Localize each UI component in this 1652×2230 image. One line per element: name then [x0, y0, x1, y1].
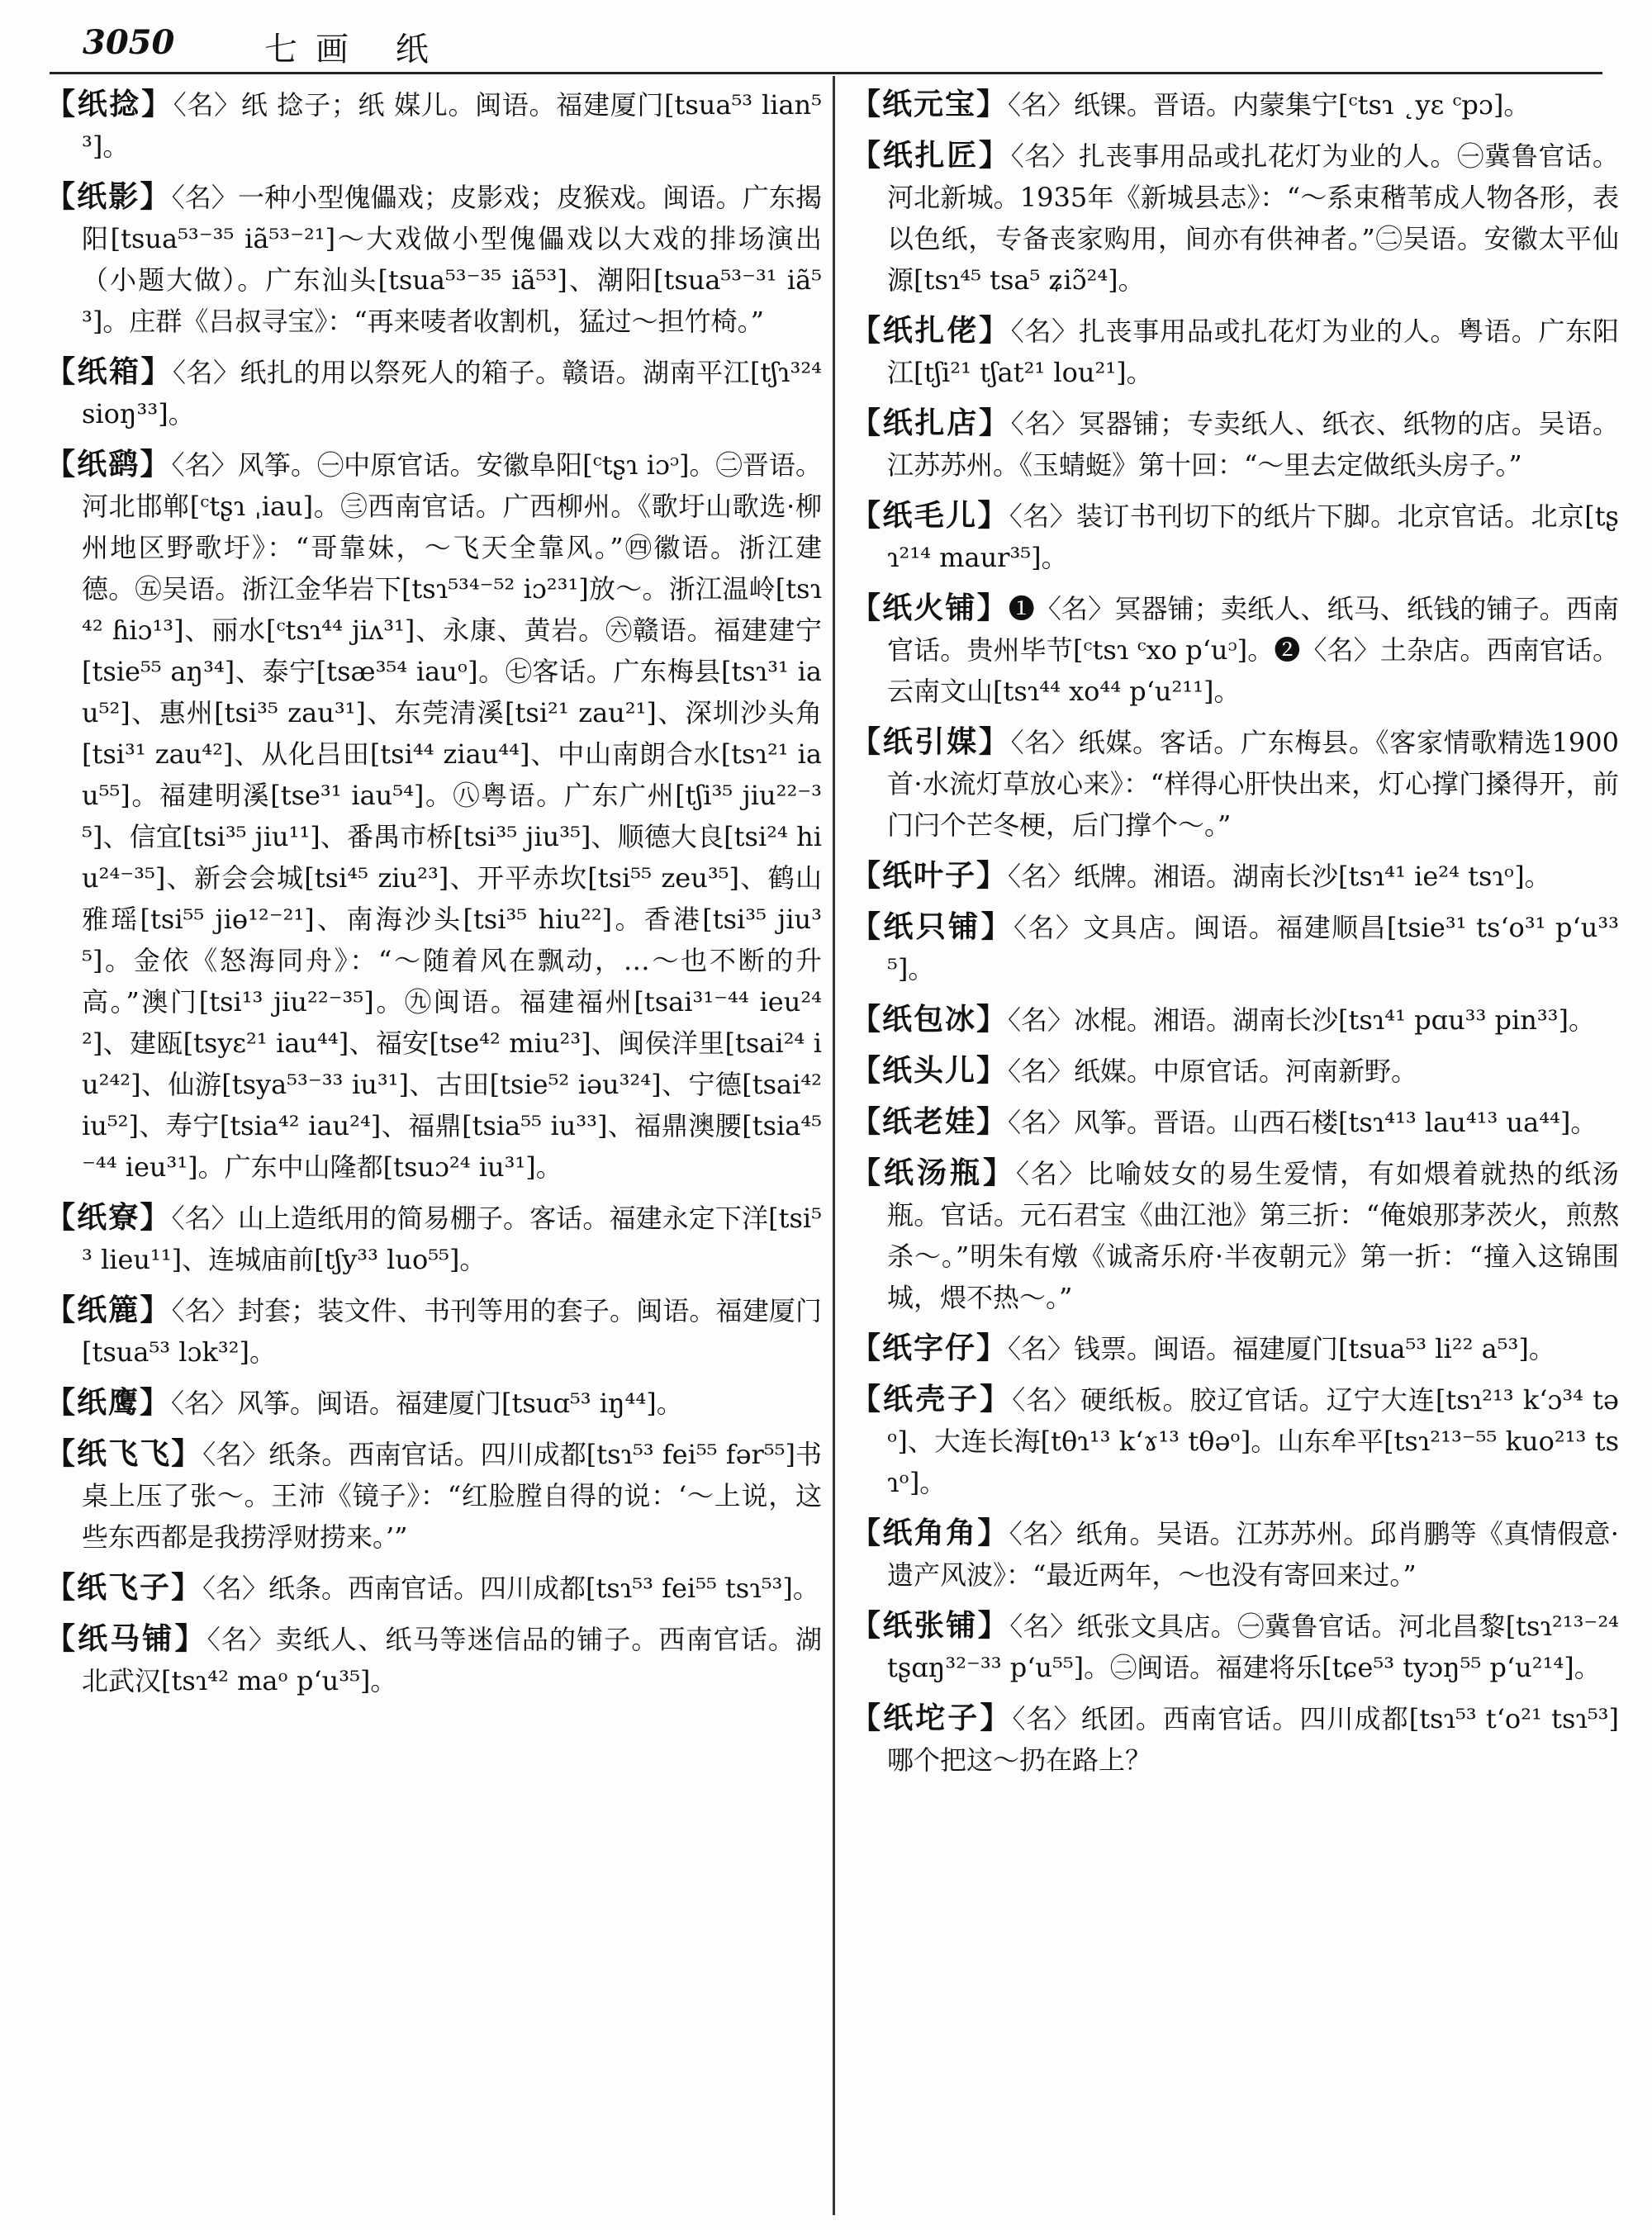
entry-definition: 〈名〉装订书刊切下的纸片下脚。北京官话。北京[tʂɿ²¹⁴ maur³⁵]。 [887, 501, 1619, 573]
dictionary-entry [851, 1513, 1619, 1596]
entry-definition: 〈名〉扎丧事用品或扎花灯为业的人。㊀冀鲁官话。河北新城。1935年《新城县志》：“～系束稭苇成人物各形，表以色纸，专备丧家购用，间亦有供神者。”㊁吴语。安徽太平仙源[tsɿ⁴⁵ tsa⁵ ʑiɔ̃²⁴]。 [887, 140, 1619, 296]
dictionary-entry [45, 1198, 822, 1280]
dictionary-entry [45, 352, 822, 434]
entry-definition: 〈名〉纸条。西南官话。四川成都[tsɿ⁵³ fei⁵⁵ tsɿ⁵³]。 [202, 1573, 819, 1604]
entry-headword: 【纸张铺】 [851, 1609, 1010, 1643]
dictionary-entry [851, 588, 1619, 712]
entry-headword: 【纸箱】 [45, 355, 173, 389]
entry-headword: 【纸飞飞】 [45, 1437, 203, 1471]
page-title: 七画 纸 [264, 31, 447, 69]
entry-headword: 【纸扎匠】 [851, 139, 1011, 173]
dictionary-entry [45, 177, 822, 342]
dictionary-entry [851, 496, 1619, 578]
dictionary-entry [851, 1328, 1619, 1369]
entry-definition: 〈名〉卖纸人、纸马等迷信品的铺子。西南官话。湖北武汉[tsɿ⁴² maᵒ pʻu³⁵]。 [82, 1624, 822, 1696]
entry-definition: 〈名〉纸锞。晋语。内蒙集宁[ᶜtsɿ ˛yɛ ᶜpɔ]。 [1008, 89, 1531, 121]
entry-definition: 〈名〉风筝。闽语。福建厦门[tsuɑ⁵³ iŋ⁴⁴]。 [171, 1388, 683, 1419]
dictionary-entry [851, 722, 1619, 846]
dictionary-entry [851, 856, 1619, 897]
entry-headword: 【纸扎店】 [851, 406, 1011, 440]
entry-headword: 【纸扎佬】 [851, 314, 1011, 348]
entry-definition: 〈名〉扎丧事用品或扎花灯为业的人。粤语。广东阳江[tʃi²¹ tʃat²¹ lou²¹]。 [887, 316, 1619, 388]
entry-definition: 〈名〉文具店。闽语。福建顺昌[tsie³¹ tsʻo³¹ pʻu³³⁵]。 [887, 912, 1619, 985]
entry-definition: 〈名〉冰棍。湘语。湖南长沙[tsɿ⁴¹ pɑu³³ pin³³]。 [1008, 1004, 1595, 1036]
entry-headword: 【纸只铺】 [851, 910, 1014, 944]
dictionary-entry [45, 1383, 822, 1424]
entry-headword: 【纸引媒】 [851, 725, 1011, 759]
dictionary-entry [45, 1434, 822, 1558]
entry-definition: 〈名〉风筝。㊀中原官话。安徽阜阳[ᶜtʂɿ iɔᵓ]。㊁晋语。河北邯郸[ᶜtʂɿ ˌiau]。㊂西南官话。广西柳州。《歌圩山歌选·柳州地区野歌圩》：“哥靠妹，～飞天全靠风。”㊃徽语。浙江建德。㊄吴语。浙江金华岩下[tsɿ⁵³⁴⁻⁵² iɔ²³¹]放～。浙江温岭[tsɿ⁴² ɦiɔ¹³]、丽水[ᶜtsɿ⁴⁴ jiʌ³¹]、永康、黄岩。㊅赣语。福建建宁[tsie⁵⁵ aŋ³⁴]、泰宁[tsæ³⁵⁴ iauᵒ]。㊆客话。广东梅县[tsɿ³¹ iau⁵²]、惠州[tsi³⁵ zau³¹]、东莞清溪[tsi²¹ zau²¹]、深圳沙头角[tsi³¹ zau⁴²]、从化吕田[tsi⁴⁴ ziau⁴⁴]、中山南朗合水[tsɿ²¹ iau⁵⁵]。福建明溪[tse³¹ iau⁵⁴]。㊇粤语。广东广州[tʃi³⁵ jiu²²⁻³⁵]、信宜[tsi³⁵ jiu¹¹]、番禺市桥[tsi³⁵ jiu³⁵]、顺德大良[tsi²⁴ hiu²⁴⁻³⁵]、新会会城[tsi⁴⁵ ziu²³]、开平赤坎[tsi⁵⁵ zeu³⁵]、鹤山雅瑶[tsi⁵⁵ jiɵ¹²⁻²¹]、南海沙头[tsi³⁵ hiu²²]。香港[tsi³⁵ jiu³⁵]。金依《怒海同舟》：“～随着风在飘动，…～也不断的升高。”澳门[tsi¹³ jiu²²⁻³⁵]。㊈闽语。福建福州[tsai³¹⁻⁴⁴ ieu²⁴²]、建瓯[tsyɛ²¹ iau⁴⁴]、福安[tse⁴² miu²³]、闽侯洋里[tsai²⁴ iu²⁴²]、仙游[tsya⁵³⁻³³ iu³¹]、古田[tsie⁵² iəu³²⁴]、宁德[tsai⁴² iu⁵²]、寿宁[tsia⁴² iau²⁴]、福鼎[tsia⁵⁵ iu³³]、福鼎澳腰[tsia⁴⁵⁻⁴⁴ ieu³¹]。广东中山隆都[tsuɔ²⁴ iu³¹]。 [82, 449, 822, 1183]
header-rule [50, 72, 1602, 74]
entry-headword: 【纸坨子】 [851, 1701, 1013, 1735]
entry-definition: 〈名〉山上造纸用的简易棚子。客话。福建永定下洋[tsi⁵³ lieu¹¹]、连城庙前[tʃy³³ luo⁵⁵]。 [82, 1203, 822, 1275]
entry-definition: 〈名〉风筝。晋语。山西石楼[tsɿ⁴¹³ lau⁴¹³ ua⁴⁴]。 [1008, 1107, 1597, 1138]
entry-definition: 〈名〉钱票。闽语。福建厦门[tsua⁵³ li²² a⁵³]。 [1008, 1333, 1555, 1364]
dictionary-entry [45, 1619, 822, 1701]
entry-definition: 〈名〉纸团。西南官话。四川成都[tsɿ⁵³ tʻo²¹ tsɿ⁵³]哪个把这～扔在路上？ [887, 1703, 1619, 1776]
page-number: 3050 [83, 23, 175, 62]
dictionary-entry [45, 444, 822, 1188]
entry-definition: 〈名〉纸条。西南官话。四川成都[tsɿ⁵³ fei⁵⁵ fər⁵⁵]书桌上压了张～。王沛《镜子》：“红脸膛自得的说：‘～上说，这些东西都是我捞浮财捞来。’” [82, 1439, 822, 1553]
dictionary-entry [851, 403, 1619, 486]
column-divider [833, 76, 835, 2215]
entry-headword: 【纸头儿】 [851, 1054, 1009, 1088]
dictionary-entry [851, 907, 1619, 989]
entry-definition: 〈名〉纸媒。中原官话。河南新野。 [1008, 1056, 1418, 1087]
entry-headword: 【纸毛儿】 [851, 499, 1009, 533]
dictionary-entry [851, 1379, 1619, 1503]
dictionary-entry [851, 1051, 1619, 1092]
dictionary-entry [851, 311, 1619, 393]
entry-headword: 【纸簏】 [45, 1293, 172, 1327]
entry-headword: 【纸元宝】 [851, 88, 1009, 121]
dictionary-entry [851, 84, 1619, 126]
entry-definition: 〈名〉一种小型傀儡戏；皮影戏；皮猴戏。闽语。广东揭阳[tsua⁵³⁻³⁵ iã⁵³⁻²¹]～大戏做小型傀儡戏以大戏的排场演出（小题大做）。广东汕头[tsua⁵³⁻³⁵ iã⁵³]、潮阳[tsua⁵³⁻³¹ iã⁵³]。庄群《吕叔寻宝》：“再来唛者收割机，猛过～担竹椅。” [82, 182, 822, 337]
entry-headword: 【纸老娃】 [851, 1105, 1009, 1139]
entry-headword: 【纸捻】 [45, 88, 173, 121]
entry-definition: 〈名〉纸角。吴语。江苏苏州。邱肖鹏等《真情假意·遗产风波》：“最近两年，～也没有寄回来过。” [887, 1518, 1619, 1591]
entry-definition: 〈名〉纸张文具店。㊀冀鲁官话。河北昌黎[tsɿ²¹³⁻²⁴ tʂɑŋ³²⁻³³ pʻu⁵⁵]。㊁闽语。福建将乐[tɕe⁵³ tyɔŋ⁵⁵ pʻu²¹⁴]。 [887, 1611, 1619, 1683]
entry-headword: 【纸马铺】 [45, 1622, 207, 1656]
page-header [50, 17, 1602, 74]
entry-headword: 【纸包冰】 [851, 1003, 1009, 1037]
dictionary-entry [45, 1290, 822, 1373]
entry-headword: 【纸角角】 [851, 1516, 1009, 1550]
entry-headword: 【纸影】 [45, 180, 172, 214]
entry-headword: 【纸汤瓶】 [851, 1156, 1016, 1190]
right-column [851, 84, 1619, 1791]
entry-headword: 【纸壳子】 [851, 1383, 1013, 1416]
entry-headword: 【纸鹞】 [45, 448, 172, 482]
entry-definition: 〈名〉冥器铺；专卖纸人、纸衣、纸物的店。吴语。江苏苏州。《玉蜻蜓》第十回：“～里去定做纸头房子。” [887, 408, 1619, 481]
entry-definition: 〈名〉纸 捻子；纸 媒儿。闽语。福建厦门[tsua⁵³ lian⁵³]。 [82, 89, 822, 162]
dictionary-entry [851, 1102, 1619, 1143]
dictionary-entry [851, 1606, 1619, 1688]
entry-headword: 【纸寮】 [45, 1201, 172, 1235]
entry-definition: 〈名〉纸牌。湘语。湖南长沙[tsɿ⁴¹ ie²⁴ tsɿᵒ]。 [1008, 861, 1551, 892]
entry-definition: 〈名〉比喻妓女的易生爱情，有如煨着就热的纸汤瓶。官话。元石君宝《曲江池》第三折：“俺娘那茅茨火，煎熬杀～。”明朱有燉《诚斋乐府·半夜朝元》第一折：“撞入这锦围城，煨不热～。” [887, 1158, 1619, 1313]
entry-definition: ❶〈名〉冥器铺；卖纸人、纸马、纸钱的铺子。西南官话。贵州毕节[ᶜtsɿ ᶜxo pʻuᵓ]。❷〈名〉土杂店。西南官话。云南文山[tsɿ⁴⁴ xo⁴⁴ pʻu²¹¹]。 [887, 593, 1619, 707]
dictionary-entry [851, 999, 1619, 1041]
left-column [45, 84, 822, 1711]
dictionary-entry [851, 1698, 1619, 1781]
dictionary-entry [851, 135, 1619, 301]
entry-headword: 【纸字仔】 [851, 1331, 1009, 1365]
entry-definition: 〈名〉硬纸板。胶辽官话。辽宁大连[tsɿ²¹³ kʻɔ³⁴ təᵒ]、大连长海[tθɿ¹³ kʻɤ¹³ tθəᵒ]。山东牟平[tsɿ²¹³⁻⁵⁵ kuo²¹³ tsɿᵒ]。 [887, 1384, 1619, 1498]
entry-definition: 〈名〉纸媒。客话。广东梅县。《客家情歌精选1900首·水流灯草放心来》：“样得心肝快出来，灯心撑门搡得开，前门闩个芒冬梗，后门撑个～。” [887, 727, 1619, 841]
entry-definition: 〈名〉纸扎的用以祭死人的箱子。赣语。湖南平江[tʃɿ³²⁴ sioŋ³³]。 [82, 357, 822, 429]
dictionary-entry [45, 84, 822, 167]
dictionary-entry [851, 1153, 1619, 1318]
entry-headword: 【纸鹰】 [45, 1386, 172, 1420]
entry-definition: 〈名〉封套；装文件、书刊等用的套子。闽语。福建厦门[tsua⁵³ lɔk³²]。 [82, 1295, 822, 1368]
dictionary-entry [45, 1568, 822, 1609]
entry-headword: 【纸火铺】 [851, 591, 1009, 625]
entry-headword: 【纸飞子】 [45, 1571, 203, 1605]
entry-headword: 【纸叶子】 [851, 859, 1009, 893]
